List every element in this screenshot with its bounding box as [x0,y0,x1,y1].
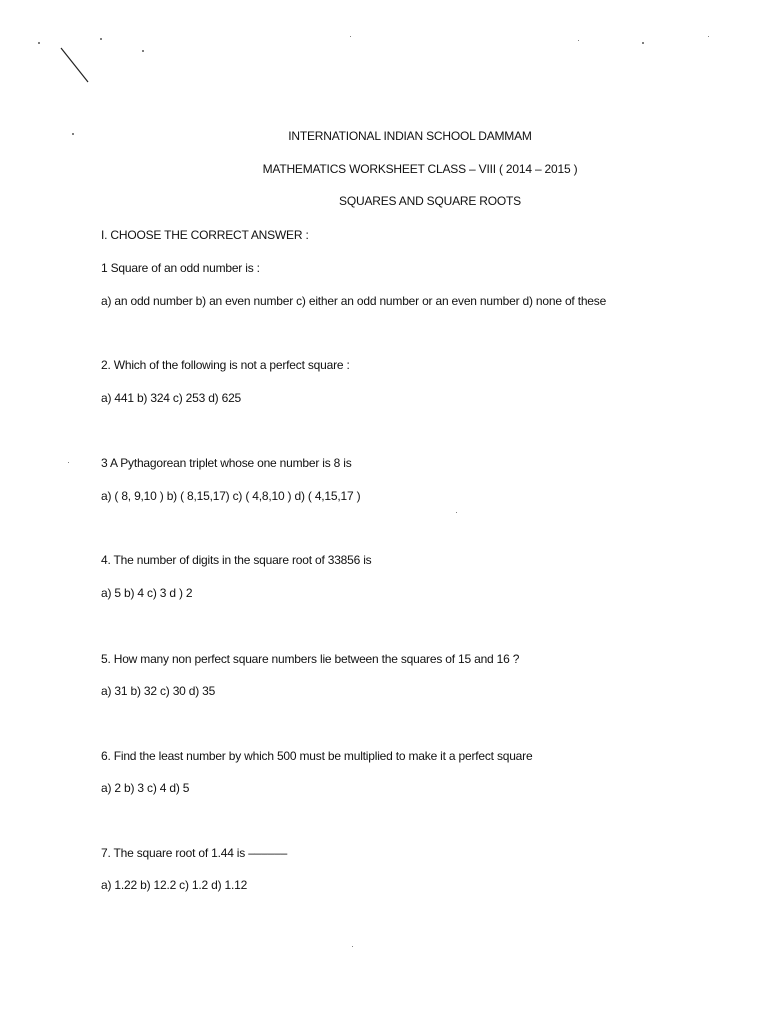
scan-mark-icon [58,44,98,89]
question-5-options: a) 31 b) 32 c) 30 d) 35 [101,684,216,698]
worksheet-topic: SQUARES AND SQUARE ROOTS [339,194,521,208]
question-6: 6. Find the least number by which 500 must be multiplied to make it a perfect square [101,749,533,763]
scan-speck [708,36,709,37]
scan-speck [100,38,102,40]
question-1: 1 Square of an odd number is : [101,261,260,275]
scan-speck [350,36,351,37]
question-4: 4. The number of digits in the square root of 33856 is [101,553,372,567]
scan-speck [642,42,644,44]
question-1-options: a) an odd number b) an even number c) either an odd number or an even number d) none of these [101,294,607,308]
scan-speck [38,42,40,44]
question-2-options: a) 441 b) 324 c) 253 d) 625 [101,391,242,405]
question-7: 7. The square root of 1.44 is –––––– [101,846,288,860]
scan-speck [456,512,457,513]
section-heading: I. CHOOSE THE CORRECT ANSWER : [101,228,309,242]
question-3: 3 A Pythagorean triplet whose one number is 8 is [101,456,352,470]
scan-speck [68,462,69,463]
scan-speck [142,50,144,52]
question-2: 2. Which of the following is not a perfect square : [101,358,350,372]
question-3-options: a) ( 8, 9,10 ) b) ( 8,15,17) c) ( 4,8,10 ) d) ( 4,15,17 ) [101,489,361,503]
question-7-options: a) 1.22 b) 12.2 c) 1.2 d) 1.12 [101,878,248,892]
question-6-options: a) 2 b) 3 c) 4 d) 5 [101,781,190,795]
school-name: INTERNATIONAL INDIAN SCHOOL DAMMAM [288,129,532,143]
question-4-options: a) 5 b) 4 c) 3 d ) 2 [101,586,193,600]
scan-speck [578,40,579,41]
worksheet-title: MATHEMATICS WORKSHEET CLASS – VIII ( 2014 – 2015 ) [262,162,578,176]
scan-speck [352,946,353,947]
question-5: 5. How many non perfect square numbers lie between the squares of 15 and 16 ? [101,652,520,666]
